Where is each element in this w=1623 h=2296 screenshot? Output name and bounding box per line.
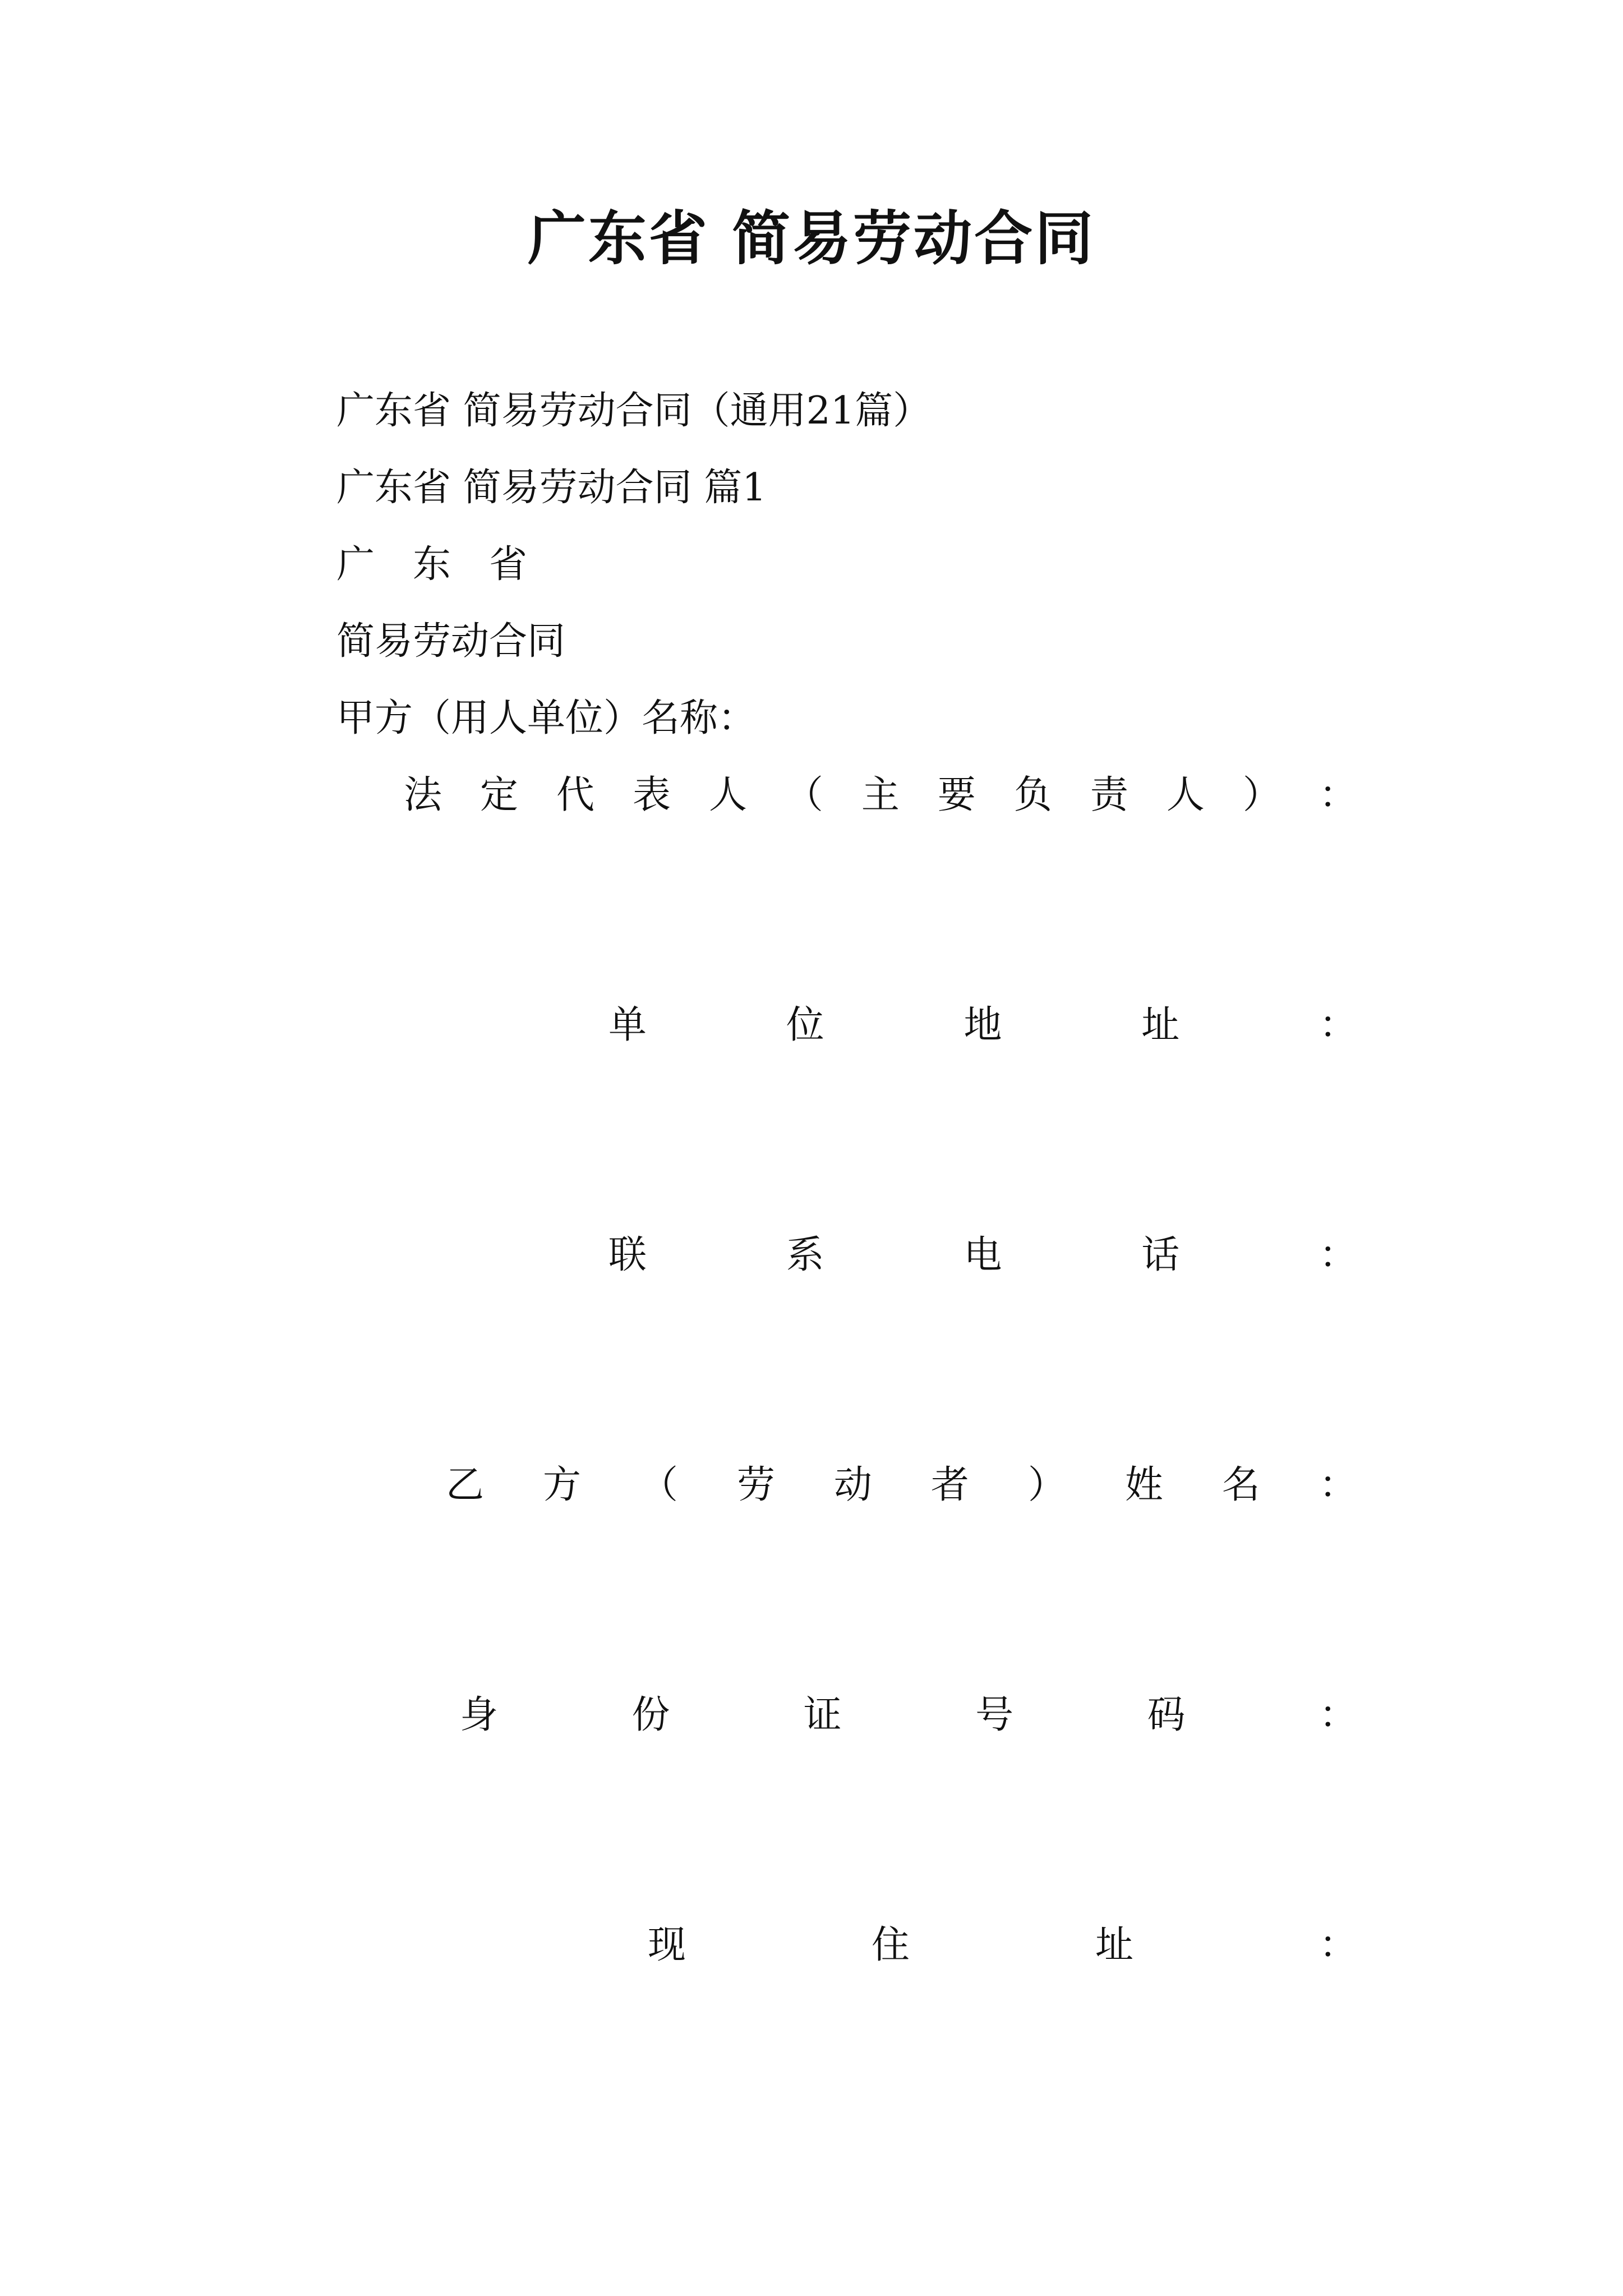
party-b-name-field [446, 1460, 1357, 1511]
section-heading: 广东省 简易劳动合同 篇1 [336, 466, 767, 510]
subtitle-line: 广东省 简易劳动合同（通用21篇） [336, 389, 932, 433]
field-char: 人 [1166, 773, 1205, 817]
field-char: 人 [708, 773, 747, 817]
field-colon: ： [1318, 1003, 1357, 1047]
field-char: 者 [930, 1463, 969, 1507]
field-char: 址 [1095, 1923, 1133, 1967]
field-char: 动 [833, 1463, 872, 1507]
field-char: 号 [975, 1693, 1014, 1737]
field-colon: ： [1318, 773, 1357, 817]
field-char: 单 [608, 1003, 647, 1047]
current-address-field [648, 1920, 1357, 1971]
field-char: 份 [631, 1693, 670, 1737]
field-char: 电 [963, 1233, 1002, 1277]
contract-name-line: 简易劳动合同 [336, 619, 566, 664]
field-char: 姓 [1124, 1463, 1163, 1507]
field-colon: ： [1318, 1693, 1357, 1737]
field-char: 话 [1141, 1233, 1180, 1277]
field-char: 表 [632, 773, 671, 817]
field-char: 位 [786, 1003, 824, 1047]
field-char: 住 [871, 1923, 910, 1967]
field-char: （ [785, 773, 823, 817]
id-number-field [460, 1690, 1357, 1741]
field-char: 方 [542, 1463, 581, 1507]
field-char: 责 [1090, 773, 1128, 817]
field-char: 劳 [736, 1463, 775, 1507]
field-colon: ： [1318, 1233, 1357, 1277]
field-char: 负 [1013, 773, 1052, 817]
party-a-name-label: 甲方（用人单位）名称： [336, 696, 757, 740]
legal-representative-field [404, 770, 1357, 821]
field-char: 身 [460, 1693, 499, 1737]
contact-phone-field [608, 1230, 1357, 1281]
field-char: 联 [608, 1233, 647, 1277]
document-title: 广东省 简易劳动合同 [527, 204, 1096, 273]
field-char: 证 [803, 1693, 842, 1737]
field-char: ） [1242, 773, 1281, 817]
field-char: ） [1027, 1463, 1066, 1507]
field-char: 码 [1147, 1693, 1186, 1737]
field-colon: ： [1318, 1463, 1357, 1507]
field-colon: ： [1318, 1923, 1357, 1967]
field-char: 乙 [446, 1463, 485, 1507]
field-char: （ [639, 1463, 678, 1507]
field-char: 现 [648, 1923, 686, 1967]
field-char: 名 [1221, 1463, 1260, 1507]
province-line: 广 东 省 [336, 542, 528, 587]
field-char: 址 [1141, 1003, 1180, 1047]
field-char: 主 [861, 773, 900, 817]
field-char: 法 [404, 773, 442, 817]
unit-address-field [608, 1000, 1357, 1051]
field-char: 系 [786, 1233, 824, 1277]
field-char: 要 [937, 773, 976, 817]
field-char: 定 [479, 773, 518, 817]
field-char: 代 [556, 773, 594, 817]
field-char: 地 [963, 1003, 1002, 1047]
